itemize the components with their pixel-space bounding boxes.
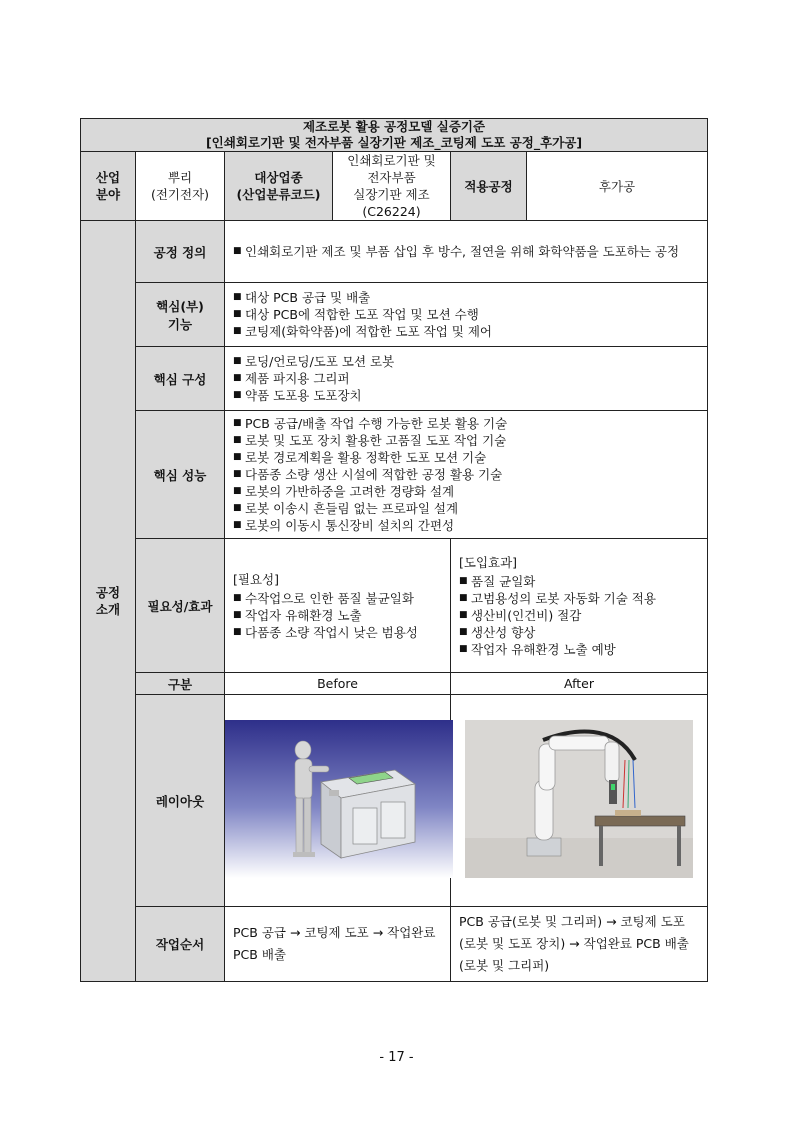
title-line2: [인쇄회로기판 및 전자부품 실장기판 제조_코팅제 도포 공정_후가공] bbox=[205, 135, 583, 150]
process-model-table bbox=[80, 118, 708, 982]
list-item: ■ 생산성 향상 bbox=[459, 624, 699, 641]
core-performance-content bbox=[225, 411, 708, 539]
before-layout-cell bbox=[225, 695, 451, 907]
division-label: 구분 bbox=[136, 673, 225, 695]
table-title bbox=[81, 119, 708, 152]
definition-label: 공정 정의 bbox=[136, 221, 225, 283]
list-item: ■ 작업자 유해환경 노출 bbox=[233, 607, 442, 624]
list-item: ■ 품질 균일화 bbox=[459, 573, 699, 590]
list-item: ■ 코팅제(화학약품)에 적합한 도포 작업 및 제어 bbox=[233, 323, 699, 340]
list-item: ■ 다품종 소량 작업시 낮은 범용성 bbox=[233, 624, 442, 641]
layout-label: 레이아웃 bbox=[136, 695, 225, 907]
list-item: ■ 로봇의 가반하중을 고려한 경량화 설계 bbox=[233, 483, 699, 500]
list-item: ■ 대상 PCB에 적합한 도포 작업 및 모션 수행 bbox=[233, 306, 699, 323]
page-number: - 17 - bbox=[379, 1050, 414, 1065]
definition-content bbox=[225, 221, 708, 283]
list-item: ■ 약품 도포용 도포장치 bbox=[233, 387, 699, 404]
apply-value: 후가공 bbox=[527, 152, 708, 221]
industry-label: 산업 분야 bbox=[81, 152, 136, 221]
after-header: After bbox=[451, 673, 708, 695]
apply-label: 적용공정 bbox=[451, 152, 527, 221]
sequence-label: 작업순서 bbox=[136, 907, 225, 982]
core-function-content bbox=[225, 283, 708, 347]
title-line1: 제조로봇 활용 공정모델 실증기준 bbox=[302, 119, 486, 134]
list-item: ■ 작업자 유해환경 노출 예방 bbox=[459, 641, 699, 658]
before-header: Before bbox=[225, 673, 451, 695]
effect-heading: [도입효과] bbox=[459, 554, 518, 570]
before-sequence: PCB 공급 → 코팅제 도포 → 작업완료 PCB 배출 bbox=[225, 907, 451, 982]
list-item: ■ 제품 파지용 그리퍼 bbox=[233, 370, 699, 387]
after-sequence: PCB 공급(로봇 및 그리퍼) → 코팅제 도포(로봇 및 도포 장치) → 작업완료 PCB 배출(로봇 및 그리퍼) bbox=[451, 907, 708, 982]
target-label: 대상업종 (산업분류코드) bbox=[225, 152, 333, 221]
list-item: ■ 인쇄회로기판 제조 및 부품 삽입 후 방수, 절연을 위해 화학약품을 도포하는 공정 bbox=[233, 243, 699, 260]
industry-value: 뿌리 (전기전자) bbox=[136, 152, 225, 221]
before-layout-image bbox=[225, 720, 453, 878]
list-item: ■ 고범용성의 로봇 자동화 기술 적용 bbox=[459, 590, 699, 607]
necessity-content bbox=[225, 539, 451, 673]
list-item: ■ 로봇 및 도포 장치 활용한 고품질 도포 작업 기술 bbox=[233, 432, 699, 449]
list-item: ■ 다품종 소량 생산 시설에 적합한 공정 활용 기술 bbox=[233, 466, 699, 483]
list-item: ■ 로봇 이송시 흔들림 없는 프로파일 설계 bbox=[233, 500, 699, 517]
core-config-label: 핵심 구성 bbox=[136, 347, 225, 411]
after-layout-image bbox=[465, 720, 693, 878]
section-label: 공정 소개 bbox=[81, 221, 136, 982]
list-item: ■ 로봇 경로계획을 활용 정확한 도포 모션 기술 bbox=[233, 449, 699, 466]
list-item: ■ 대상 PCB 공급 및 배출 bbox=[233, 289, 699, 306]
list-item: ■ 로딩/언로딩/도포 모션 로봇 bbox=[233, 353, 699, 370]
core-config-content bbox=[225, 347, 708, 411]
core-function-label: 핵심(부) 기능 bbox=[136, 283, 225, 347]
effect-content bbox=[451, 539, 708, 673]
necessity-heading: [필요성] bbox=[233, 571, 279, 587]
after-layout-cell bbox=[451, 695, 708, 907]
list-item: ■ 생산비(인건비) 절감 bbox=[459, 607, 699, 624]
target-value: 인쇄회로기판 및 전자부품 실장기판 제조 (C26224) bbox=[333, 152, 451, 221]
list-item: ■ PCB 공급/배출 작업 수행 가능한 로봇 활용 기술 bbox=[233, 415, 699, 432]
list-item: ■ 수작업으로 인한 품질 불균일화 bbox=[233, 590, 442, 607]
core-performance-label: 핵심 성능 bbox=[136, 411, 225, 539]
necessity-label: 필요성/효과 bbox=[136, 539, 225, 673]
list-item: ■ 로봇의 이동시 통신장비 설치의 간편성 bbox=[233, 517, 699, 534]
